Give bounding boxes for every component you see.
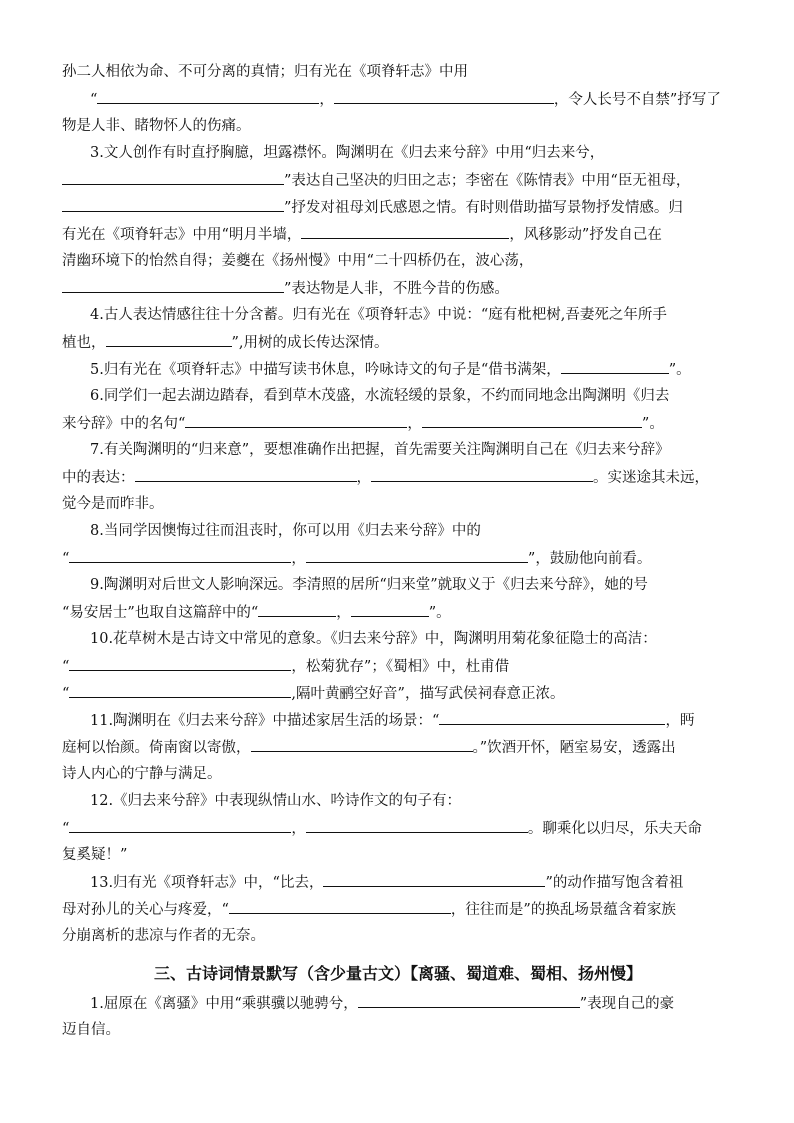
answer-blank[interactable] xyxy=(323,869,545,887)
text-segment: “ xyxy=(62,821,70,837)
text-segment: 3.文人创作有时直抒胸臆，坦露襟怀。陶渊明在《归去来兮辞》中用“归去来兮， xyxy=(90,145,605,161)
text-line xyxy=(62,761,734,788)
answer-blank[interactable] xyxy=(422,410,642,428)
text-segment: ”的动作描写饱含着祖 xyxy=(545,875,684,891)
section-heading: 三、古诗词情景默写（含少量古文）【离骚、蜀道难、蜀相、扬州慢】 xyxy=(153,964,642,983)
text-segment: 母对孙儿的关心与疼爱，“ xyxy=(62,902,229,918)
answer-blank[interactable] xyxy=(185,410,407,428)
answer-blank[interactable] xyxy=(351,599,429,617)
text-segment: 12.《归去来兮辞》中表现纵情山水、吟诗作文的句子有： xyxy=(90,793,462,809)
text-segment: ”表达物是人非，不胜今昔的伤感。 xyxy=(284,281,509,297)
text-segment: 13.归有光《项脊轩志》中，“比去， xyxy=(90,875,324,891)
text-segment: ，令人长号不自禁”抒写了 xyxy=(553,92,721,108)
text-segment: ， xyxy=(291,821,306,837)
text-segment: ”,用树的成长传达深情。 xyxy=(231,335,389,351)
text-segment: “ xyxy=(62,551,70,567)
text-line xyxy=(62,113,734,140)
question-11 xyxy=(62,707,734,734)
text-line xyxy=(62,194,734,221)
text-segment: 分崩离析的悲凉与作者的无奈。 xyxy=(62,928,265,944)
answer-blank[interactable] xyxy=(561,356,669,374)
text-segment: ，往往而是”的换乱场景蕴含着家族 xyxy=(450,902,676,918)
text-segment: ”。 xyxy=(668,362,691,378)
text-segment: 11.陶渊明在《归去来兮辞》中描述家居生活的场景：“ xyxy=(90,713,440,729)
text-segment: 清幽环境下的怡然自得；姜夔在《扬州慢》中用“二十四桥仍在，波心荡， xyxy=(62,253,534,269)
answer-blank[interactable] xyxy=(62,167,284,185)
text-segment: “ xyxy=(62,686,70,702)
text-segment: 。聊乘化以归尽，乐夫天命 xyxy=(527,821,702,837)
answer-blank[interactable] xyxy=(69,815,291,833)
answer-blank[interactable] xyxy=(69,653,291,671)
text-segment: 中的表达： xyxy=(62,470,135,486)
text-segment: ”表达自己坚决的归田之志；李密在《陈情表》中用“臣无祖母， xyxy=(284,173,691,189)
answer-blank[interactable] xyxy=(358,990,580,1008)
answer-blank[interactable] xyxy=(334,86,554,104)
text-line xyxy=(62,410,734,437)
text-segment: ，松菊犹存”；《蜀相》中，杜甫借 xyxy=(291,659,510,675)
question-4 xyxy=(62,302,734,329)
text-line xyxy=(62,329,734,356)
text-segment: 物是人非、睹物怀人的伤痛。 xyxy=(62,118,251,134)
question-8 xyxy=(62,518,734,545)
answer-blank[interactable] xyxy=(258,599,336,617)
answer-blank[interactable] xyxy=(135,464,357,482)
text-segment: 5.归有光在《项脊轩志》中描写读书休息，吟咏诗文的句子是“借书满架， xyxy=(90,362,561,378)
answer-blank[interactable] xyxy=(306,815,528,833)
answer-blank[interactable] xyxy=(106,329,232,347)
answer-blank[interactable] xyxy=(306,545,528,563)
text-segment: 。”饮酒开怀，陋室易安，透露出 xyxy=(472,740,676,756)
text-segment: ，眄 xyxy=(665,713,695,729)
text-line xyxy=(62,896,734,923)
text-line xyxy=(62,842,734,869)
text-segment: 迈自信。 xyxy=(62,1022,120,1038)
text-segment: “ xyxy=(62,659,70,675)
text-segment: 。实迷途其未远， xyxy=(593,470,709,486)
text-segment: ， xyxy=(407,416,422,432)
text-segment: 有光在《项脊轩志》中用“明月半墙， xyxy=(62,227,302,243)
question-13 xyxy=(62,869,734,896)
text-segment: ， xyxy=(336,605,351,621)
answer-blank[interactable] xyxy=(69,545,291,563)
text-line xyxy=(62,680,734,707)
question-12 xyxy=(62,788,734,815)
answer-blank[interactable] xyxy=(62,275,284,293)
text-segment: ,隔叶黄鹂空好音”，描写武侯祠春意正浓。 xyxy=(291,686,565,702)
text-segment: 觉今是而昨非。 xyxy=(62,496,164,512)
text-line xyxy=(62,1017,734,1044)
text-line xyxy=(62,599,734,626)
text-segment: ”，鼓励他向前看。 xyxy=(527,551,652,567)
text-line xyxy=(62,815,734,842)
text-segment: 4.古人表达情感往往十分含蓄。归有光在《项脊轩志》中说：“庭有枇杷树,吾妻死之年所手 xyxy=(90,307,667,323)
question-1 xyxy=(62,990,734,1017)
text-segment: ”。 xyxy=(428,605,451,621)
answer-blank[interactable] xyxy=(97,86,319,104)
question-7 xyxy=(62,437,734,464)
question-3 xyxy=(62,140,734,167)
text-line xyxy=(62,464,734,491)
question-10 xyxy=(62,626,734,653)
question-6 xyxy=(62,383,734,410)
answer-blank[interactable] xyxy=(251,734,473,752)
text-segment: 9.陶渊明对后世文人影响深远。李清照的居所“归来堂”就取义于《归去来兮辞》，她的号 xyxy=(90,577,648,593)
answer-blank[interactable] xyxy=(371,464,593,482)
text-line xyxy=(62,86,734,113)
text-line xyxy=(62,734,734,761)
text-segment: ，风移影动”抒发自己在 xyxy=(509,227,662,243)
text-line xyxy=(62,491,734,518)
text-line xyxy=(62,653,734,680)
text-segment: 10.花草树木是古诗文中常见的意象。《归去来兮辞》中，陶渊明用菊花象征隐士的高洁： xyxy=(90,631,657,647)
text-segment: ， xyxy=(291,551,306,567)
text-line xyxy=(62,545,734,572)
text-segment: ”抒发对祖母刘氏感恩之情。有时则借助描写景物抒发情感。归 xyxy=(284,200,683,216)
document-content xyxy=(62,59,734,1044)
text-line xyxy=(62,167,734,194)
text-line xyxy=(62,59,734,86)
answer-blank[interactable] xyxy=(439,707,665,725)
text-segment: 来兮辞》中的名句“ xyxy=(62,416,186,432)
answer-blank[interactable] xyxy=(301,221,509,239)
text-segment: 8.当同学因懊悔过往而沮丧时，你可以用《归去来兮辞》中的 xyxy=(90,523,481,539)
answer-blank[interactable] xyxy=(69,680,291,698)
text-segment: “易安居士”也取自这篇辞中的“ xyxy=(62,605,259,621)
text-segment: ”。 xyxy=(641,416,664,432)
text-line xyxy=(62,248,734,275)
text-segment: 诗人内心的宁静与满足。 xyxy=(62,766,222,782)
text-segment: ， xyxy=(356,470,371,486)
text-segment: 7.有关陶渊明的“归来意”，要想准确作出把握，首先需要关注陶渊明自己在《归去来兮辞》 xyxy=(90,442,670,458)
text-line xyxy=(62,275,734,302)
answer-blank[interactable] xyxy=(229,896,451,914)
text-segment: 1.屈原在《离骚》中用“乘骐骥以驰骋兮， xyxy=(90,996,358,1012)
question-9 xyxy=(62,572,734,599)
question-5 xyxy=(62,356,734,383)
text-segment: “ xyxy=(90,92,98,108)
text-segment: 植也， xyxy=(62,335,106,351)
text-segment: 6.同学们一起去湖边踏春，看到草木茂盛，水流轻缓的景象，不约而同地念出陶渊明《归去 xyxy=(90,388,670,404)
text-segment: ”表现自己的豪 xyxy=(579,996,675,1012)
text-segment: 复奚疑！” xyxy=(62,847,128,863)
answer-blank[interactable] xyxy=(62,194,284,212)
text-segment: ， xyxy=(319,92,334,108)
text-line xyxy=(62,923,734,950)
text-line xyxy=(62,221,734,248)
text-segment: 孙二人相依为命、不可分离的真情；归有光在《项脊轩志》中用 xyxy=(62,64,468,80)
text-segment: 庭柯以怡颜。倚南窗以寄傲， xyxy=(62,740,251,756)
